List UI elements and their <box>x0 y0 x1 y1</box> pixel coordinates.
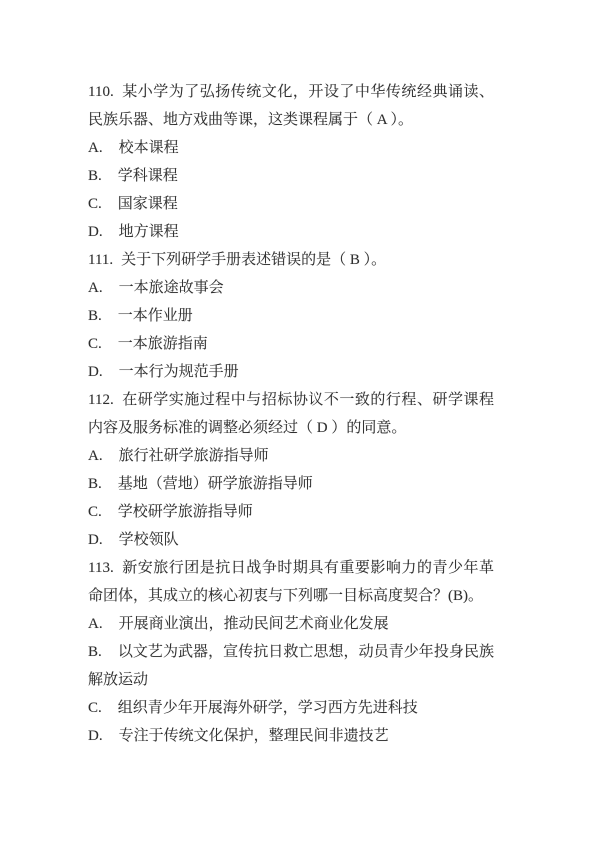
option-text: 旅行社研学旅游指导师 <box>118 448 269 464</box>
option-text: 专注于传统文化保护，整理民间非遗技艺 <box>118 728 389 744</box>
option-text: 基地（营地）研学旅游指导师 <box>117 476 313 492</box>
option-text: 一本旅途故事会 <box>118 280 224 296</box>
option-row <box>88 526 494 554</box>
option-label: D. <box>88 728 103 744</box>
option-row <box>88 638 494 694</box>
option-row <box>88 498 494 526</box>
option-row <box>88 330 494 358</box>
option-row <box>88 442 494 470</box>
question-number: 112. <box>88 392 114 408</box>
option-label: D. <box>88 224 103 240</box>
option-row <box>88 694 494 722</box>
question-block-113 <box>88 554 494 750</box>
option-label: C. <box>88 504 102 520</box>
option-row <box>88 302 494 330</box>
option-text: 地方课程 <box>118 224 179 240</box>
option-text: 组织青少年开展海外研学，学习西方先进科技 <box>117 700 418 716</box>
option-label: D. <box>88 364 103 380</box>
option-label: C. <box>88 196 102 212</box>
option-label: B. <box>88 476 102 492</box>
option-row <box>88 162 494 190</box>
option-text: 一本作业册 <box>117 308 193 324</box>
question-number: 111. <box>88 252 114 268</box>
question-number: 113. <box>88 560 114 576</box>
option-text: 一本旅游指南 <box>117 336 208 352</box>
option-row <box>88 470 494 498</box>
exam-text-block <box>88 78 494 750</box>
question-block-110 <box>88 78 494 246</box>
option-label: C. <box>88 700 102 716</box>
question-block-111 <box>88 246 494 386</box>
option-row <box>88 190 494 218</box>
question-stem-text: 在研学实施过程中与招标协议不一致的行程、研学课程内容及服务标准的调整必须经过（ D ）的同意。 <box>88 392 494 436</box>
option-label: D. <box>88 532 103 548</box>
question-stem <box>88 246 494 274</box>
option-row <box>88 722 494 750</box>
option-text: 学校领队 <box>118 532 179 548</box>
option-text: 学科课程 <box>117 168 178 184</box>
option-label: A. <box>88 448 103 464</box>
option-label: B. <box>88 308 102 324</box>
question-stem-text: 某小学为了弘扬传统文化，开设了中华传统经典诵读、民族乐器、地方戏曲等课，这类课程属于（ A ）。 <box>88 84 494 128</box>
question-number: 110. <box>88 84 114 100</box>
question-stem <box>88 78 494 134</box>
option-row <box>88 610 494 638</box>
option-text: 国家课程 <box>117 196 178 212</box>
option-row <box>88 134 494 162</box>
option-text: 一本行为规范手册 <box>118 364 239 380</box>
question-block-112 <box>88 386 494 554</box>
option-text: 以文艺为武器，宣传抗日救亡思想，动员青少年投身民族解放运动 <box>88 644 494 688</box>
option-label: A. <box>88 616 103 632</box>
option-text: 校本课程 <box>118 140 179 156</box>
option-label: A. <box>88 140 103 156</box>
option-label: B. <box>88 168 102 184</box>
option-label: C. <box>88 336 102 352</box>
question-stem <box>88 386 494 442</box>
option-label: B. <box>88 644 102 660</box>
question-stem-text: 新安旅行团是抗日战争时期具有重要影响力的青少年革命团体，其成立的核心初衷与下列哪一目标高度契合？(B)。 <box>88 560 494 604</box>
option-label: A. <box>88 280 103 296</box>
option-row <box>88 274 494 302</box>
option-text: 学校研学旅游指导师 <box>117 504 253 520</box>
option-row <box>88 358 494 386</box>
question-stem-text: 关于下列研学手册表述错误的是（ B ）。 <box>121 252 387 268</box>
option-row <box>88 218 494 246</box>
question-stem <box>88 554 494 610</box>
option-text: 开展商业演出，推动民间艺术商业化发展 <box>118 616 389 632</box>
